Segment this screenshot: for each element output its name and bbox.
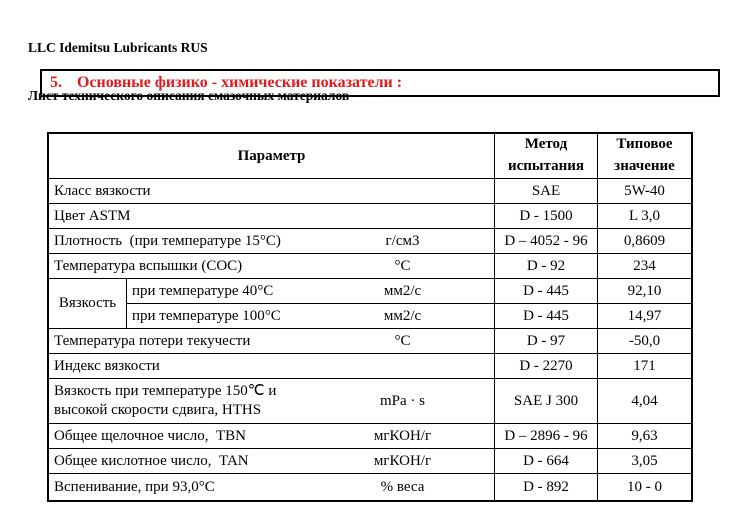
table-row-viscosity-group [49, 279, 691, 329]
row-value: 3,05 [631, 452, 658, 469]
row-label: Общее кислотное число, TAN [54, 452, 249, 469]
row-method: D - 445 [494, 279, 598, 303]
row-value: 4,04 [631, 392, 658, 409]
row-label: Вязкость при температуре 150℃ и высокой скорости сдвига, HTHS [54, 383, 281, 418]
row-label: Температура вспышки (COC) [54, 257, 243, 274]
row-value: 234 [633, 257, 656, 274]
table-row-color-astm [49, 204, 691, 229]
row-unit: мгКОН/г [373, 452, 432, 469]
table-header-row [49, 134, 691, 179]
row-value: 14,97 [627, 307, 662, 324]
row-unit: °C [394, 257, 411, 274]
row-method: D – 4052 - 96 [494, 229, 598, 253]
row-value: L 3,0 [628, 207, 661, 224]
row-method: D - 97 [494, 329, 598, 353]
row-method: D - 1500 [494, 204, 598, 228]
table-row-tbn [49, 424, 691, 449]
row-value: 171 [633, 357, 656, 374]
row-label: Вспенивание, при 93,0°C [54, 478, 215, 495]
table-row-hths [49, 379, 691, 424]
row-method: D - 892 [494, 474, 598, 500]
header-method: Метод испытания [494, 134, 598, 178]
row-label: Цвет ASTM [54, 207, 131, 224]
row-value: -50,0 [628, 332, 661, 349]
section-title: Основные физико - химические показатели : [77, 74, 403, 91]
table-row-viscosity-class [49, 179, 691, 204]
document-subtitle: Лист технического описания смазочных материалов [28, 87, 350, 103]
row-value: 9,63 [631, 427, 658, 444]
row-label: Класс вязкости [54, 182, 151, 199]
row-label: Общее щелочное число, TBN [54, 427, 247, 444]
row-method: D - 92 [494, 254, 598, 278]
row-value: 92,10 [627, 282, 662, 299]
row-method: D - 2270 [494, 354, 598, 378]
row-unit: мм2/с [383, 307, 422, 324]
table-subrow-viscosity-40 [127, 279, 691, 304]
section-number: 5. [50, 74, 62, 91]
section-title-box [40, 69, 720, 97]
table-row-density [49, 229, 691, 254]
header-typical-value: Типовое значение [614, 136, 675, 174]
row-unit: мгКОН/г [373, 427, 432, 444]
row-method: D - 445 [494, 304, 598, 328]
row-label: Плотность (при температуре 15°C) [54, 232, 281, 249]
company-name: LLC Idemitsu Lubricants RUS [28, 39, 208, 55]
row-value: 5W-40 [624, 182, 665, 199]
table-row-pour-point [49, 329, 691, 354]
table-row-foaming [49, 474, 691, 500]
row-unit: мм2/с [383, 282, 422, 299]
row-method: D – 2896 - 96 [494, 424, 598, 448]
row-value: 10 - 0 [627, 478, 662, 495]
row-label: при температуре 100°C [132, 307, 281, 324]
header-parameter: Параметр [237, 147, 306, 164]
spec-table [47, 132, 693, 502]
row-label: Индекс вязкости [54, 357, 160, 374]
row-method: D - 664 [494, 449, 598, 473]
document-header [28, 8, 349, 119]
row-value: 0,8609 [623, 232, 666, 249]
table-row-flash-point [49, 254, 691, 279]
row-unit: °C [394, 332, 411, 349]
row-unit: mPa · s [380, 392, 425, 409]
row-method: SAE [494, 179, 598, 203]
group-label-viscosity: Вязкость [49, 279, 127, 328]
table-row-viscosity-index [49, 354, 691, 379]
row-method: SAE J 300 [494, 379, 598, 423]
row-label: Температура потери текучести [54, 332, 251, 349]
table-row-tan [49, 449, 691, 474]
row-label: при температуре 40°C [132, 282, 274, 299]
row-unit: г/см3 [385, 232, 420, 249]
row-unit: % веса [380, 478, 425, 495]
table-subrow-viscosity-100 [127, 304, 691, 328]
